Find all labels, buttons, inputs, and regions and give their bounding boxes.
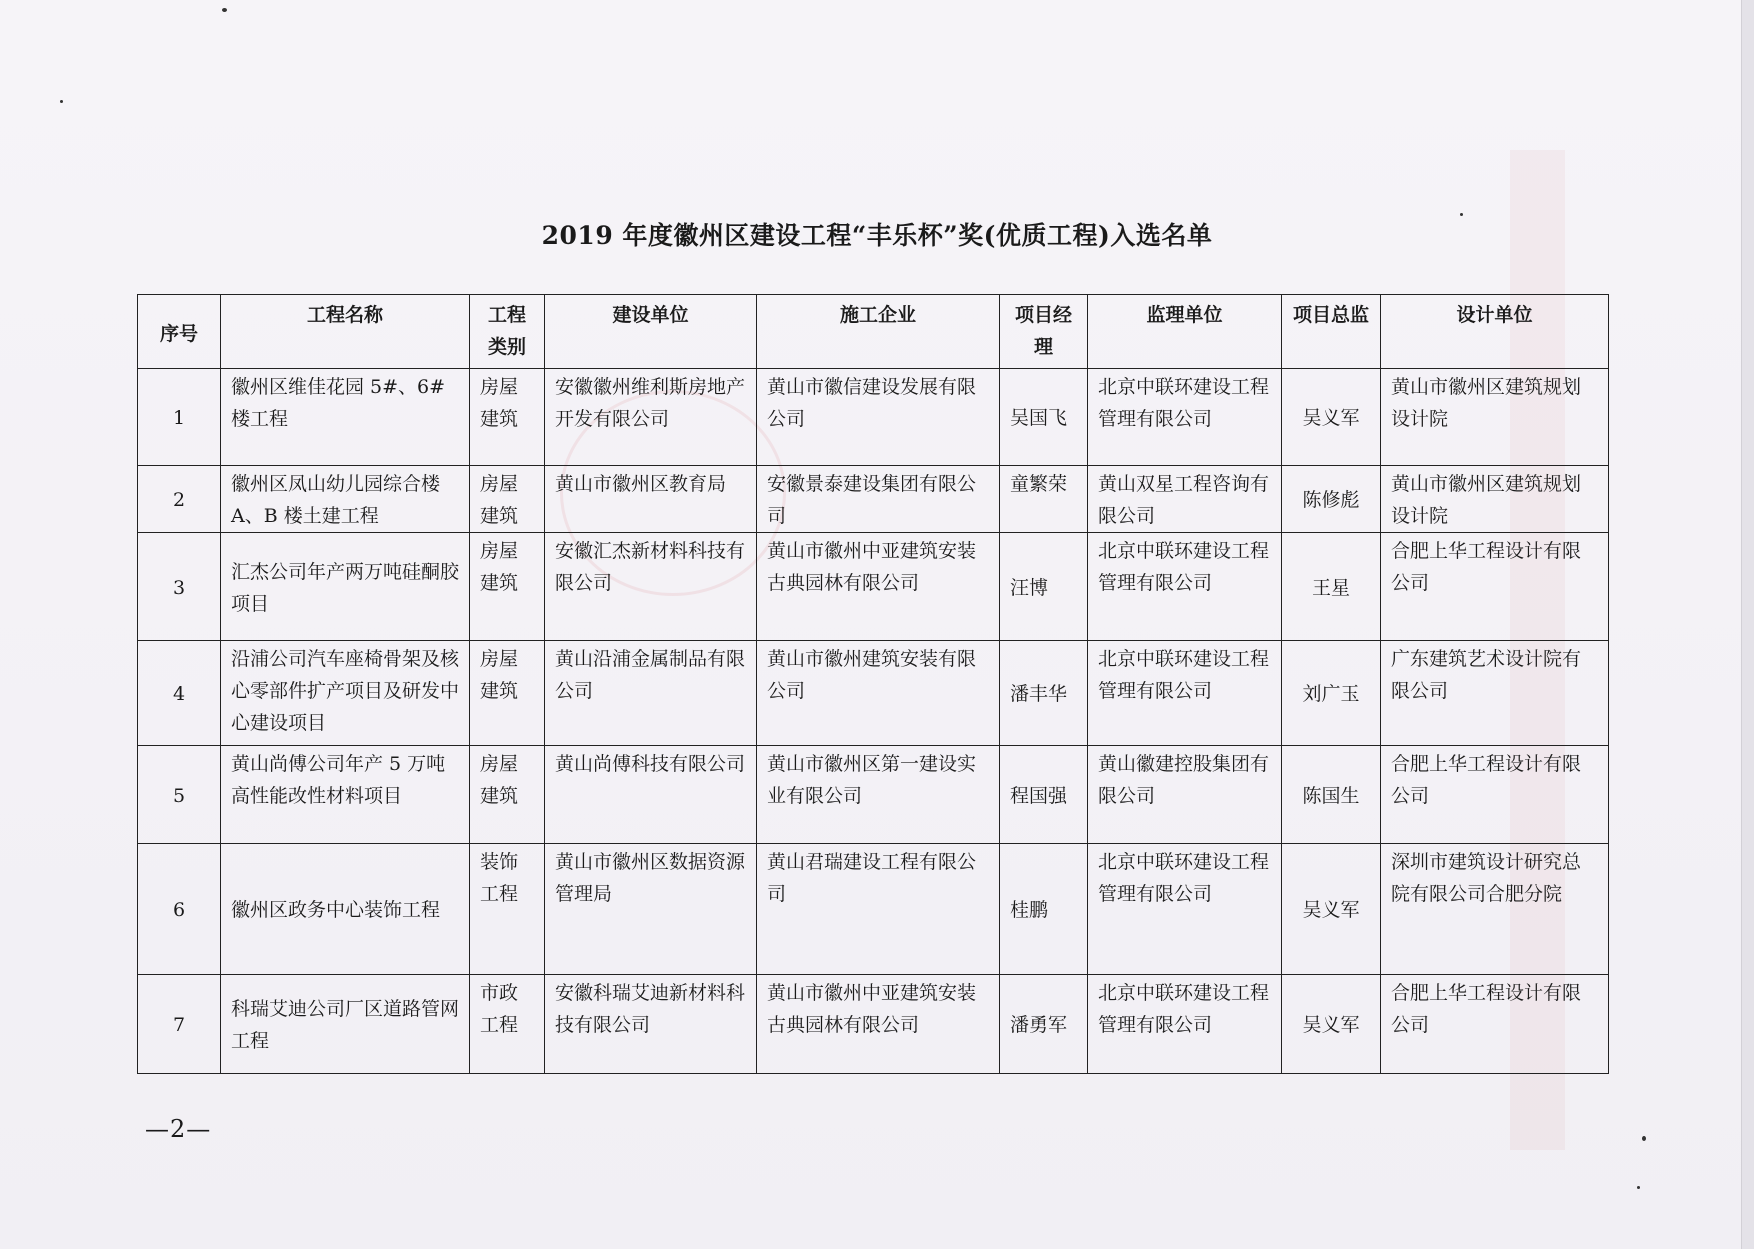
header-supervisor: 监理单位 (1088, 295, 1282, 369)
row-director: 吴义军 (1282, 844, 1381, 975)
header-contractor: 施工企业 (757, 295, 1000, 369)
row-name: 黄山尚傅公司年产 5 万吨高性能改性材料项目 (221, 746, 470, 844)
row-num: 1 (138, 369, 221, 466)
document-title: 2019 年度徽州区建设工程“丰乐杯”奖(优质工程)入选名单 (541, 221, 1213, 250)
row-manager: 程国强 (1000, 746, 1088, 844)
row-builder: 黄山市徽州区教育局 (545, 466, 757, 533)
row-manager: 汪博 (1000, 533, 1088, 641)
row-supervisor: 黄山徽建控股集团有限公司 (1088, 746, 1282, 844)
row-director: 陈国生 (1282, 746, 1381, 844)
row-supervisor: 北京中联环建设工程管理有限公司 (1088, 641, 1282, 746)
row-builder: 黄山尚傅科技有限公司 (545, 746, 757, 844)
table-row (138, 466, 1609, 533)
row-designer: 黄山市徽州区建筑规划设计院 (1381, 369, 1609, 466)
row-manager: 潘勇军 (1000, 975, 1088, 1074)
table-row (138, 844, 1609, 975)
row-designer: 广东建筑艺术设计院有限公司 (1381, 641, 1609, 746)
page-edge-shadow (1741, 0, 1754, 1249)
row-category: 房屋建筑 (470, 369, 545, 466)
row-category: 房屋建筑 (470, 746, 545, 844)
row-category: 房屋建筑 (470, 533, 545, 641)
row-designer: 合肥上华工程设计有限公司 (1381, 975, 1609, 1074)
row-name: 徽州区维佳花园 5#、6#楼工程 (221, 369, 470, 466)
row-director: 吴义军 (1282, 369, 1381, 466)
header-name: 工程名称 (221, 295, 470, 369)
table-row (138, 369, 1609, 466)
row-director: 刘广玉 (1282, 641, 1381, 746)
row-num: 7 (138, 975, 221, 1074)
row-num: 4 (138, 641, 221, 746)
row-builder: 安徽汇杰新材料科技有限公司 (545, 533, 757, 641)
scan-speck (60, 100, 63, 103)
row-designer: 深圳市建筑设计研究总院有限公司合肥分院 (1381, 844, 1609, 975)
row-num: 3 (138, 533, 221, 641)
row-name: 沿浦公司汽车座椅骨架及核心零部件扩产项目及研发中心建设项目 (221, 641, 470, 746)
table-row (138, 975, 1609, 1074)
row-director: 王星 (1282, 533, 1381, 641)
row-name: 科瑞艾迪公司厂区道路管网工程 (221, 975, 470, 1074)
row-builder: 安徽科瑞艾迪新材料科技有限公司 (545, 975, 757, 1074)
row-name: 徽州区政务中心装饰工程 (221, 844, 470, 975)
row-category: 装饰工程 (470, 844, 545, 975)
table-row (138, 746, 1609, 844)
row-supervisor: 黄山双星工程咨询有限公司 (1088, 466, 1282, 533)
header-builder: 建设单位 (545, 295, 757, 369)
table-row (138, 641, 1609, 746)
row-manager: 桂鹏 (1000, 844, 1088, 975)
scan-speck (1642, 1136, 1646, 1141)
scan-speck (1637, 1186, 1640, 1189)
header-manager: 项目经理 (1000, 295, 1088, 369)
row-contractor: 黄山君瑞建设工程有限公司 (757, 844, 1000, 975)
row-name: 汇杰公司年产两万吨硅酮胶项目 (221, 533, 470, 641)
page-number: —2— (145, 1115, 212, 1143)
header-designer: 设计单位 (1381, 295, 1609, 369)
row-supervisor: 北京中联环建设工程管理有限公司 (1088, 975, 1282, 1074)
row-num: 2 (138, 466, 221, 533)
row-category: 市政工程 (470, 975, 545, 1074)
row-designer: 合肥上华工程设计有限公司 (1381, 533, 1609, 641)
row-builder: 黄山市徽州区数据资源管理局 (545, 844, 757, 975)
row-contractor: 黄山市徽州中亚建筑安装古典园林有限公司 (757, 975, 1000, 1074)
row-category: 房屋建筑 (470, 641, 545, 746)
row-designer: 合肥上华工程设计有限公司 (1381, 746, 1609, 844)
scan-speck (222, 8, 227, 12)
row-manager: 吴国飞 (1000, 369, 1088, 466)
row-manager: 潘丰华 (1000, 641, 1088, 746)
header-director: 项目总监 (1282, 295, 1381, 369)
table-row (138, 533, 1609, 641)
row-director: 陈修彪 (1282, 466, 1381, 533)
header-category: 工程类别 (470, 295, 545, 369)
award-list-table (137, 294, 1609, 1074)
row-contractor: 黄山市徽州中亚建筑安装古典园林有限公司 (757, 533, 1000, 641)
row-name: 徽州区凤山幼儿园综合楼 A、B 楼土建工程 (221, 466, 470, 533)
row-category: 房屋建筑 (470, 466, 545, 533)
row-contractor: 黄山市徽信建设发展有限公司 (757, 369, 1000, 466)
row-contractor: 安徽景泰建设集团有限公司 (757, 466, 1000, 533)
row-supervisor: 北京中联环建设工程管理有限公司 (1088, 369, 1282, 466)
row-contractor: 黄山市徽州建筑安装有限公司 (757, 641, 1000, 746)
row-builder: 黄山沿浦金属制品有限公司 (545, 641, 757, 746)
row-supervisor: 北京中联环建设工程管理有限公司 (1088, 844, 1282, 975)
row-director: 吴义军 (1282, 975, 1381, 1074)
row-supervisor: 北京中联环建设工程管理有限公司 (1088, 533, 1282, 641)
row-designer: 黄山市徽州区建筑规划设计院 (1381, 466, 1609, 533)
row-num: 5 (138, 746, 221, 844)
row-manager: 童繁荣 (1000, 466, 1088, 533)
header-num: 序号 (138, 295, 221, 369)
row-builder: 安徽徽州维利斯房地产开发有限公司 (545, 369, 757, 466)
row-contractor: 黄山市徽州区第一建设实业有限公司 (757, 746, 1000, 844)
table-header-row (138, 295, 1609, 369)
row-num: 6 (138, 844, 221, 975)
